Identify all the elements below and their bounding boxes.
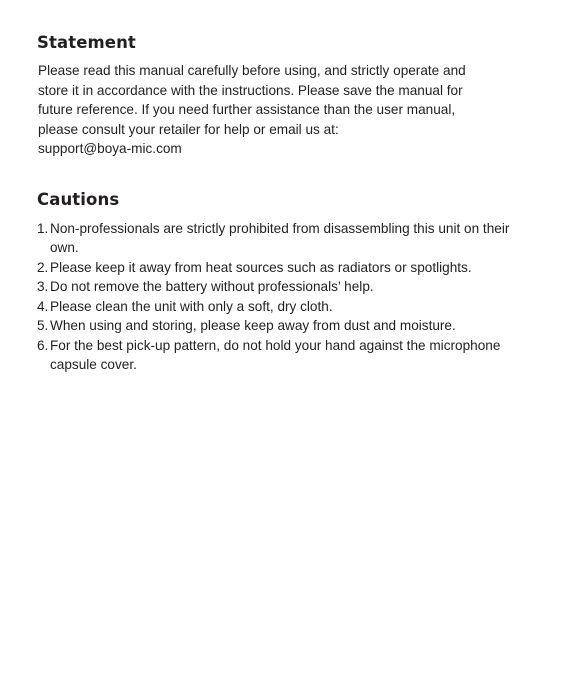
caution-text: Please clean the unit with only a soft, dry cloth. [50,298,333,314]
caution-text: Do not remove the battery without professionals’ help. [50,279,374,294]
statement-line: Please read this manual carefully before using, and strictly operate and [38,63,466,78]
statement-line: future reference. If you need further assistance than the user manual, [38,102,456,117]
caution-item [37,258,527,278]
caution-item [37,316,527,336]
cautions-list [37,219,527,375]
caution-item [37,277,527,297]
statement-heading: Statement [37,33,136,52]
caution-number: 3. [37,279,49,294]
caution-number: 6. [37,337,49,353]
statement-paragraph [38,61,523,159]
caution-item [37,336,527,375]
caution-number: 1. [37,220,49,236]
caution-text: Please keep it away from heat sources such as radiators or spotlights. [50,259,472,275]
caution-number: 5. [37,318,49,333]
caution-number: 4. [37,298,49,314]
support-email: support@boya-mic.com [38,141,182,156]
caution-number: 2. [37,259,49,275]
caution-text: Non-professionals are strictly prohibited from disassembling this unit on their own. [50,220,510,255]
caution-item [37,297,527,317]
caution-text: When using and storing, please keep away from dust and moisture. [50,318,456,333]
caution-text: For the best pick-up pattern, do not hold your hand against the microphone capsule cover. [50,337,501,372]
cautions-heading: Cautions [37,189,120,209]
statement-line: please consult your retailer for help or email us at: [38,121,339,137]
caution-item [37,219,527,258]
statement-line: store it in accordance with the instructions. Please save the manual for [38,82,463,98]
